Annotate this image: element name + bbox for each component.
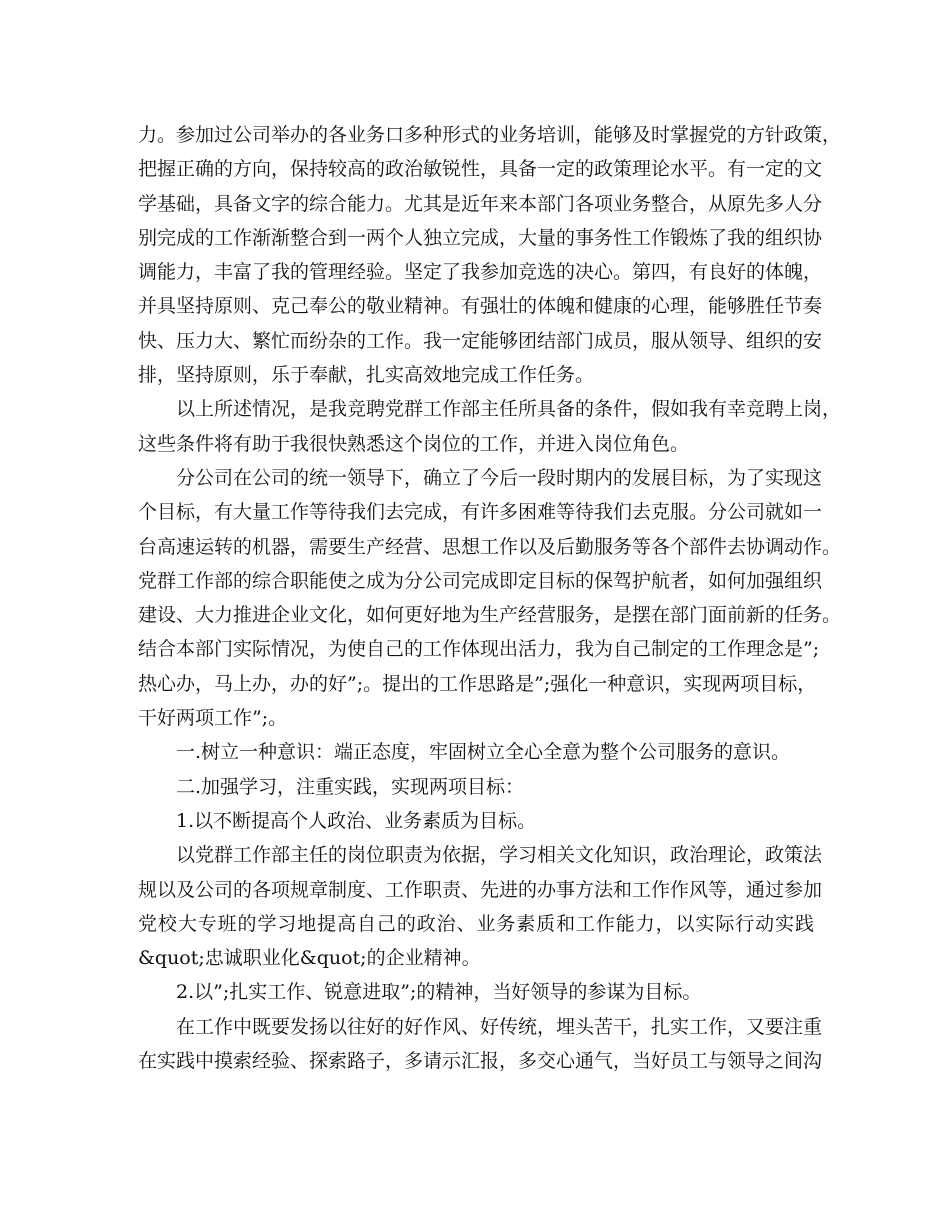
text-line: 快、压力大、繁忙而纷杂的工作。我一定能够团结部门成员，服从领导、组织的安	[138, 329, 823, 352]
text-line: &quot;忠诚职业化&quot;的企业精神。	[138, 947, 481, 970]
text-line: 党群工作部的综合职能使之成为分公司完成即定目标的保驾护航者，如何加强组织	[138, 569, 823, 592]
text-line: 把握正确的方向，保持较高的政治敏锐性，具备一定的政策理论水平。有一定的文	[138, 158, 823, 181]
text-line: 调能力，丰富了我的管理经验。坚定了我参加竞选的决心。第四，有良好的体魄，	[138, 261, 823, 284]
text-line: 力。参加过公司举办的各业务口多种形式的业务培训，能够及时掌握党的方针政策，	[138, 124, 842, 146]
text-line: 二.加强学习，注重实践，实现两项目标：	[176, 775, 525, 798]
text-line: 热心办，马上办，办的好”;。提出的工作思路是”;强化一种意识，实现两项目标，	[138, 672, 817, 695]
text-line: 这些条件将有助于我很快熟悉这个岗位的工作，并进入岗位角色。	[138, 432, 690, 455]
text-line: 学基础，具备文字的综合能力。尤其是近年来本部门各项业务整合，从原先多人分	[138, 192, 823, 215]
text-line: 以上所述情况，是我竞聘党群工作部主任所具备的条件，假如我有幸竞聘上岗，	[176, 398, 842, 421]
text-line: 并具坚持原则、克己奉公的敬业精神。有强壮的体魄和健康的心理，能够胜任节奏	[138, 295, 823, 318]
text-line: 分公司在公司的统一领导下，确立了今后一段时期内的发展目标，为了实现这	[176, 466, 823, 489]
document-page	[138, 118, 842, 1078]
text-line: 排，坚持原则，乐于奉献，扎实高效地完成工作任务。	[138, 364, 595, 387]
text-line: 结合本部门实际情况，为使自己的工作体现出活力，我为自己制定的工作理念是”;	[138, 638, 820, 661]
text-line: 一.树立一种意识：端正态度，牢固树立全心全意为整个公司服务的意识。	[176, 741, 791, 764]
text-line: 建设、大力推进企业文化，如何更好地为生产经营服务，是摆在部门面前新的任务。	[138, 604, 842, 627]
text-line: 个目标，有大量工作等待我们去完成，有许多困难等待我们去克服。分公司就如一	[138, 501, 823, 524]
text-line: 1.以不断提高个人政治、业务素质为目标。	[176, 809, 537, 832]
text-line: 党校大专班的学习地提高自己的政治、业务素质和工作能力，以实际行动实践	[138, 912, 814, 935]
text-line: 2.以”;扎实工作、锐意进取”;的精神，当好领导的参谋为目标。	[176, 981, 702, 1004]
text-line: 干好两项工作”;。	[138, 707, 288, 730]
text-line: 在实践中摸索经验、探索路子，多请示汇报，多交心通气，当好员工与领导之间沟	[138, 1050, 823, 1073]
text-line: 规以及公司的各项规章制度、工作职责、先进的办事方法和工作作风等，通过参加	[138, 878, 823, 901]
text-line: 在工作中既要发扬以往好的好作风、好传统，埋头苦干，扎实工作，又要注重	[176, 1015, 823, 1038]
text-line: 别完成的工作渐渐整合到一两个人独立完成，大量的事务性工作锻炼了我的组织协	[138, 226, 823, 249]
text-line: 以党群工作部主任的岗位职责为依据，学习相关文化知识，政治理论，政策法	[176, 844, 823, 867]
text-line: 台高速运转的机器，需要生产经营、思想工作以及后勤服务等各个部件去协调动作。	[138, 535, 842, 558]
